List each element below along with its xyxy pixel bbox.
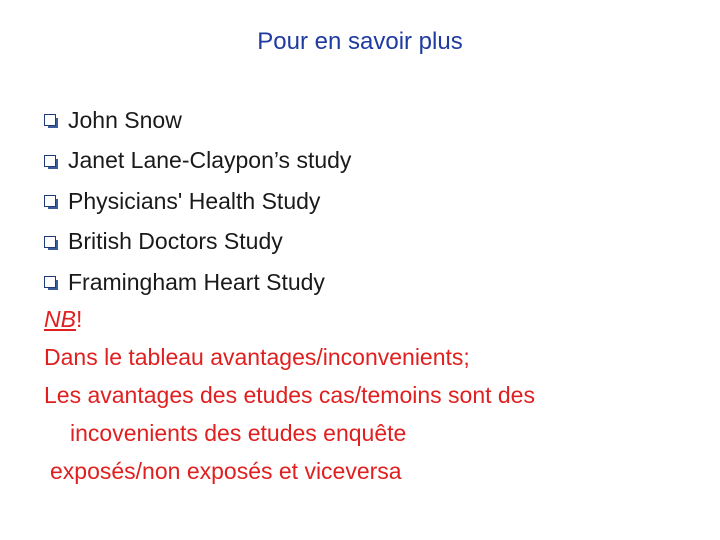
nb-label: NB: [44, 306, 76, 332]
list-item: [44, 181, 351, 222]
note-line-4: exposés/non exposés et viceversa: [50, 458, 402, 484]
checkbox-bullet-icon: [44, 195, 56, 207]
nb-suffix: !: [75, 306, 83, 332]
note-line-1: Dans le tableau avantages/inconvenients;: [44, 344, 470, 370]
checkbox-bullet-icon: [44, 276, 56, 288]
nb-line: [44, 300, 684, 338]
list-item: [44, 100, 351, 141]
list-item: [44, 262, 351, 303]
checkbox-bullet-icon: [44, 114, 56, 126]
note-line-3: incovenients des etudes enquête: [70, 420, 407, 446]
note-line-2: Les avantages des etudes cas/temoins sont des: [44, 382, 535, 408]
bullet-list: [44, 100, 351, 303]
list-item-label: Physicians' Health Study: [68, 187, 321, 214]
list-item: [44, 222, 351, 263]
checkbox-bullet-icon: [44, 155, 56, 167]
note-block: [44, 300, 684, 490]
list-item-label: John Snow: [68, 106, 182, 133]
list-item: [44, 141, 351, 182]
checkbox-bullet-icon: [44, 236, 56, 248]
list-item-label: Janet Lane-Claypon’s study: [68, 147, 352, 174]
list-item-label: Framingham Heart Study: [68, 268, 325, 295]
list-item-label: British Doctors Study: [68, 228, 283, 255]
slide-title: Pour en savoir plus: [257, 28, 463, 55]
